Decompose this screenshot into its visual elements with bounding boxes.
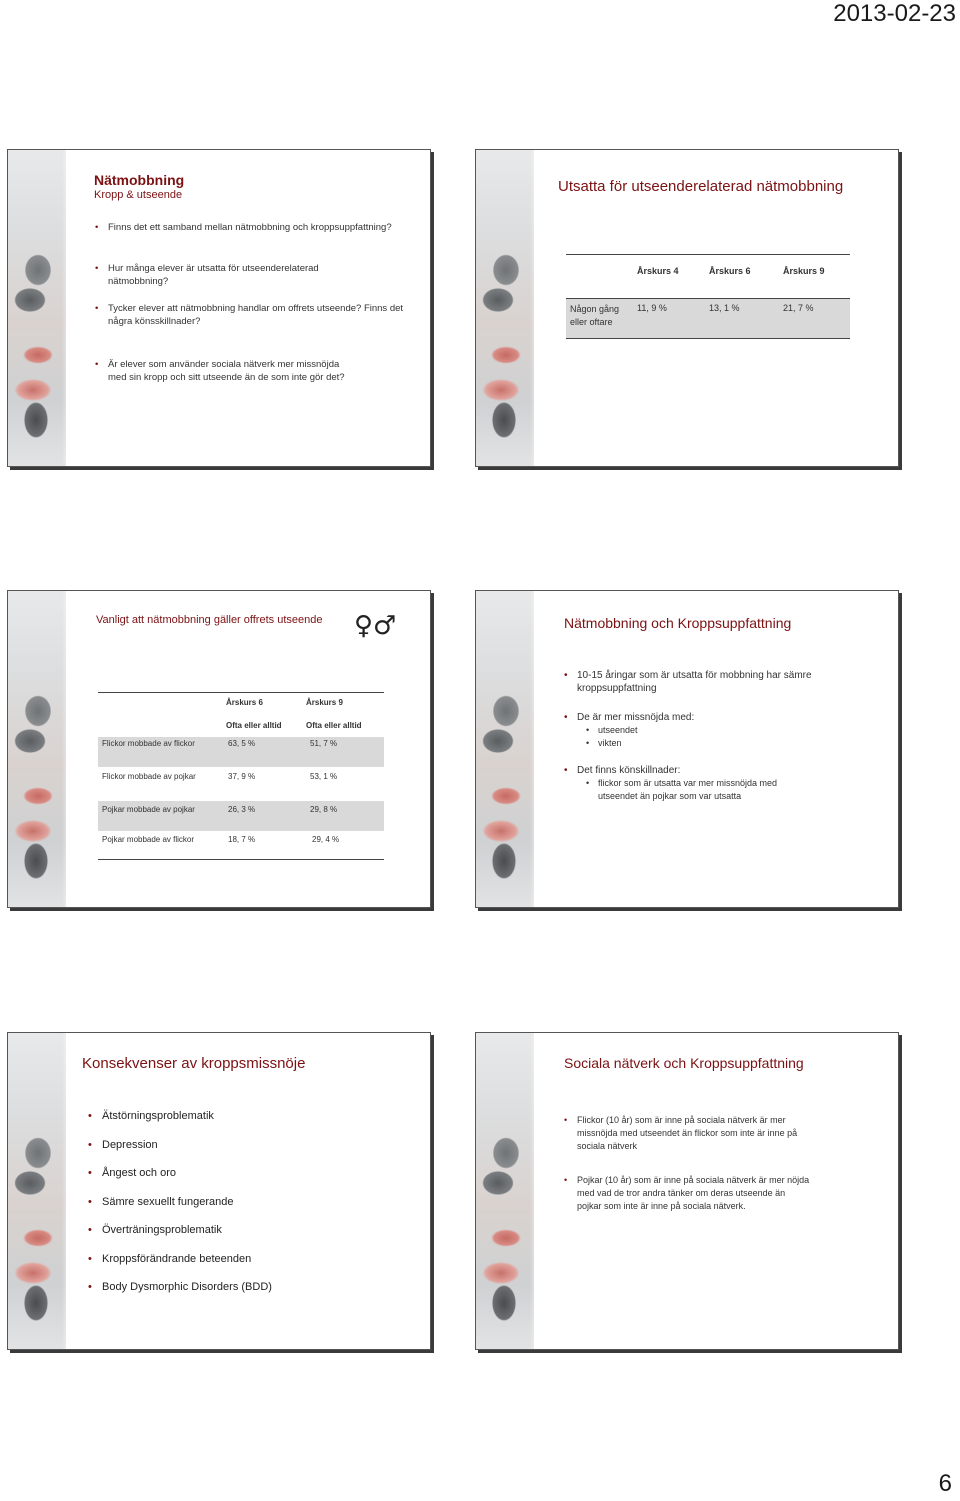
- column-header: Årskurs 6: [226, 698, 263, 707]
- slide-5: [7, 1032, 431, 1350]
- subcolumn-header: Ofta eller alltid: [226, 721, 282, 730]
- slide-title: Nätmobbning: [94, 172, 185, 188]
- slide-2: [475, 149, 899, 467]
- column-header: Årskurs 4: [637, 265, 679, 276]
- table-cell: 29, 4 %: [312, 835, 340, 844]
- bullet-item: • Pojkar (10 år) som är inne på sociala nätverk är mer nöjda med vad de tror andra tänker om deras utseende än pojkar som inte är inne på sociala nätverk.: [564, 1174, 810, 1213]
- slide-title: Nätmobbning och Kroppsuppfattning: [564, 615, 792, 631]
- bullet-item: • Ångest och oro: [88, 1167, 388, 1196]
- table-cell: 11, 9 %: [637, 303, 667, 313]
- bullet-item: • Kroppsförändrande beteenden: [88, 1253, 388, 1282]
- table-cell: 18, 7 %: [228, 835, 256, 844]
- bullet-item: • Ätstörningsproblematik: [88, 1110, 388, 1139]
- subcolumn-header: Ofta eller alltid: [306, 721, 362, 730]
- bullet-item: • De är mer missnöjda med:: [564, 711, 854, 724]
- sub-bullet-item: • utseendet: [586, 724, 854, 737]
- page-date: 2013-02-23: [833, 0, 956, 27]
- painting-decoration: [8, 150, 66, 466]
- table-row: [98, 767, 384, 801]
- bullet-item: • Tycker elever att nätmobbning handlar om offrets utseende? Finns det några könsskillnader?: [95, 302, 408, 328]
- sub-bullet-item: • vikten: [586, 737, 854, 750]
- table-row: [98, 831, 384, 860]
- slide-title: Konsekvenser av kroppsmissnöje: [82, 1055, 306, 1072]
- painting-decoration: [8, 591, 66, 907]
- slide-title: Vanligt att nätmobbning gäller offrets utseende: [96, 614, 323, 626]
- slide-1: [7, 149, 431, 467]
- bullet-item: • 10-15 åringar som är utsatta för mobbning har sämre kroppsuppfattning: [564, 669, 854, 695]
- table-cell: 29, 8 %: [310, 805, 338, 814]
- bullet-item: • Det finns könskillnader:: [564, 764, 854, 777]
- painting-decoration: [8, 1033, 66, 1349]
- stats-table: [566, 254, 850, 339]
- table-cell: 21, 7 %: [783, 303, 814, 313]
- painting-decoration: [476, 150, 534, 466]
- bullet-item: • Är elever som använder sociala nätverk mer missnöjda med sin kropp och sitt utseende än de som inte gör det?: [95, 358, 348, 384]
- bullet-item: • Finns det ett samband mellan nätmobbning och kroppsuppfattning?: [95, 221, 395, 234]
- table-cell: 26, 3 %: [228, 805, 256, 814]
- column-header: Årskurs 6: [709, 265, 751, 276]
- slide-title: Utsatta för utseenderelaterad nätmobbning: [558, 178, 844, 195]
- bullet-item: • Body Dysmorphic Disorders (BDD): [88, 1281, 388, 1310]
- table-cell: 63, 5 %: [228, 739, 256, 748]
- slide-6: [475, 1032, 899, 1350]
- page-number: 6: [938, 1470, 952, 1497]
- bullet-item: • Överträningsproblematik: [88, 1224, 388, 1253]
- bullet-item: • Flickor (10 år) som är inne på sociala nätverk är mer missnöjda med utseendet än flickor som inte är inne på sociala nätverk: [564, 1114, 810, 1153]
- table-cell: 53, 1 %: [310, 772, 338, 781]
- bullet-item: • Sämre sexuellt fungerande: [88, 1196, 388, 1225]
- column-header: Årskurs 9: [783, 265, 825, 276]
- table-row: [98, 737, 384, 767]
- slide-title: Sociala nätverk och Kroppsuppfattning: [564, 1055, 804, 1071]
- table-cell: 51, 7 %: [310, 739, 338, 748]
- stats-table: [98, 692, 384, 860]
- slide-3: [7, 590, 431, 908]
- painting-decoration: [476, 1033, 534, 1349]
- row-label: Pojkar mobbade av flickor: [102, 835, 195, 844]
- row-label: Någon gång eller oftare: [570, 304, 620, 327]
- row-label: Flickor mobbade av pojkar: [102, 772, 196, 781]
- table-cell: 13, 1 %: [709, 303, 740, 313]
- gender-symbols: ♀♂: [354, 611, 397, 641]
- table-row: [98, 801, 384, 831]
- table-row: [566, 299, 850, 339]
- painting-decoration: [476, 591, 534, 907]
- sub-bullet-item: • flickor som är utsatta var mer missnöjda med utseendet än pojkar som var utsatta: [586, 777, 796, 803]
- table-cell: 37, 9 %: [228, 772, 256, 781]
- slide-4: [475, 590, 899, 908]
- bullet-item: • Depression: [88, 1139, 388, 1168]
- slide-subtitle: Kropp & utseende: [94, 189, 183, 201]
- bullet-item: • Hur många elever är utsatta för utseenderelaterad nätmobbning?: [95, 262, 338, 288]
- row-label: Flickor mobbade av flickor: [102, 739, 195, 748]
- column-header: Årskurs 9: [306, 698, 343, 707]
- row-label: Pojkar mobbade av pojkar: [102, 805, 195, 814]
